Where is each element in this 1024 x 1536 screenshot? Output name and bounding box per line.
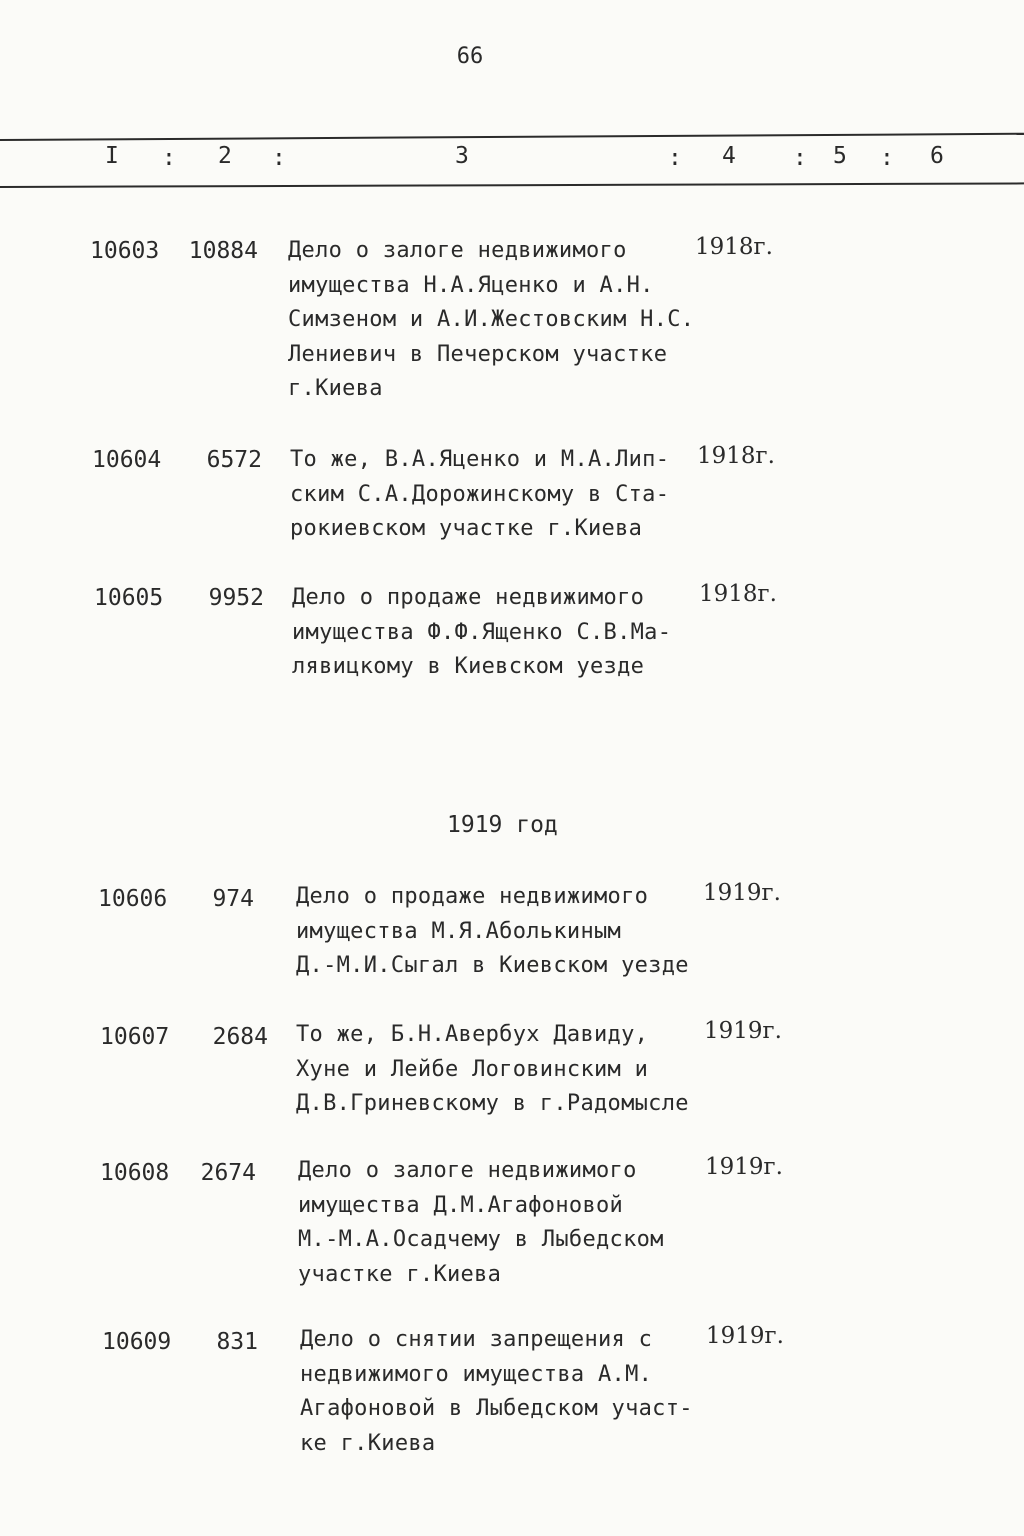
entry-number: 10604 bbox=[92, 447, 162, 473]
entry-date: 1918г. bbox=[699, 581, 777, 607]
header-separator: : bbox=[668, 145, 682, 171]
table-top-rule bbox=[0, 133, 1024, 141]
header-col-3: 3 bbox=[455, 143, 469, 169]
header-col-1: I bbox=[105, 143, 119, 169]
header-separator: : bbox=[880, 145, 894, 171]
section-year-heading: 1919 год bbox=[447, 812, 558, 838]
description-line: участке г.Киева bbox=[298, 1261, 502, 1287]
entry-date: 1919г. bbox=[705, 1154, 783, 1180]
entry-number: 10608 bbox=[100, 1160, 170, 1186]
header-separator: : bbox=[793, 145, 807, 171]
inventory-entry bbox=[0, 1154, 1024, 1304]
entry-number: 10606 bbox=[98, 886, 168, 912]
description-line: Д.-М.И.Сыгал в Киевском уезде bbox=[296, 953, 689, 978]
description-line: имущества М.Я.Аболькиным bbox=[296, 918, 622, 944]
description-line: Хуне и Лейбе Логовинским и bbox=[296, 1056, 649, 1082]
description-line: имущества Ф.Ф.Ященко С.В.Ма- bbox=[292, 619, 672, 645]
entry-old-number: 6572 bbox=[206, 447, 262, 473]
description-line: имущества Н.А.Яценко и А.Н. bbox=[288, 272, 654, 298]
description-line: Дело о продаже недвижимого bbox=[292, 585, 645, 610]
header-col-6: 6 bbox=[930, 143, 944, 169]
description-line: Симзеном и А.И.Жестовским Н.С. bbox=[288, 307, 695, 332]
entry-old-number: 9952 bbox=[208, 585, 264, 611]
entry-description bbox=[292, 581, 671, 685]
header-col-5: 5 bbox=[833, 143, 847, 169]
description-line: Дело о залоге недвижимого bbox=[288, 238, 627, 263]
description-line: М.-М.А.Осадчему в Лыбедском bbox=[298, 1227, 664, 1252]
inventory-entry bbox=[0, 234, 1024, 401]
description-line: рокиевском участке г.Киева bbox=[290, 516, 643, 541]
description-line: ским С.А.Дорожинскому в Ста- bbox=[290, 481, 670, 507]
entry-date: 1919г. bbox=[706, 1323, 784, 1349]
page-number: 66 bbox=[456, 44, 484, 69]
description-line: Дело о продаже недвижимого bbox=[296, 884, 649, 909]
description-line: г.Киева bbox=[288, 376, 383, 401]
description-line: лявицкому в Киевском уезде bbox=[292, 654, 645, 679]
header-col-2: 2 bbox=[218, 143, 232, 169]
entry-description bbox=[300, 1323, 693, 1461]
description-line: Д.В.Гриневскому в г.Радомысле bbox=[296, 1091, 689, 1116]
header-col-4: 4 bbox=[722, 143, 736, 169]
entry-old-number: 831 bbox=[216, 1329, 258, 1355]
description-line: Лениевич в Печерском участке bbox=[288, 341, 668, 367]
description-line: имущества Д.М.Агафоновой bbox=[298, 1192, 624, 1218]
entry-number: 10605 bbox=[94, 585, 164, 611]
description-line: То же, В.А.Яценко и М.А.Лип- bbox=[290, 447, 670, 472]
entry-date: 1918г. bbox=[695, 234, 773, 260]
entry-date: 1918г. bbox=[697, 443, 775, 469]
entry-description bbox=[288, 234, 694, 407]
entry-date: 1919г. bbox=[703, 880, 781, 906]
table-header-bottom-rule bbox=[0, 182, 1024, 188]
inventory-entry bbox=[0, 443, 1024, 593]
inventory-entry bbox=[0, 581, 1024, 731]
header-separator: : bbox=[162, 145, 176, 171]
entry-old-number: 974 bbox=[212, 886, 254, 912]
description-line: Дело о залоге недвижимого bbox=[298, 1158, 637, 1183]
description-line: Дело о снятии запрещения с bbox=[300, 1327, 653, 1352]
description-line: недвижимого имущества А.М. bbox=[300, 1361, 653, 1387]
entry-number: 10609 bbox=[102, 1329, 172, 1355]
entry-old-number: 2674 bbox=[200, 1160, 256, 1186]
entry-number: 10603 bbox=[90, 238, 160, 264]
entry-old-number: 2684 bbox=[212, 1024, 268, 1050]
header-separator: : bbox=[272, 145, 286, 171]
entry-old-number: 10884 bbox=[188, 238, 258, 264]
inventory-entry bbox=[0, 880, 1024, 1030]
entry-description bbox=[296, 880, 689, 984]
entry-description bbox=[296, 1018, 689, 1122]
entry-number: 10607 bbox=[100, 1024, 170, 1050]
entry-description bbox=[290, 443, 669, 547]
inventory-entry bbox=[0, 1323, 1024, 1473]
description-line: Агафоновой в Лыбедском участ- bbox=[300, 1396, 693, 1421]
entry-date: 1919г. bbox=[704, 1018, 782, 1044]
description-line: ке г.Киева bbox=[300, 1430, 436, 1456]
inventory-entry bbox=[0, 1018, 1024, 1168]
entry-description bbox=[298, 1154, 664, 1292]
description-line: То же, Б.Н.Авербух Давиду, bbox=[296, 1022, 649, 1047]
